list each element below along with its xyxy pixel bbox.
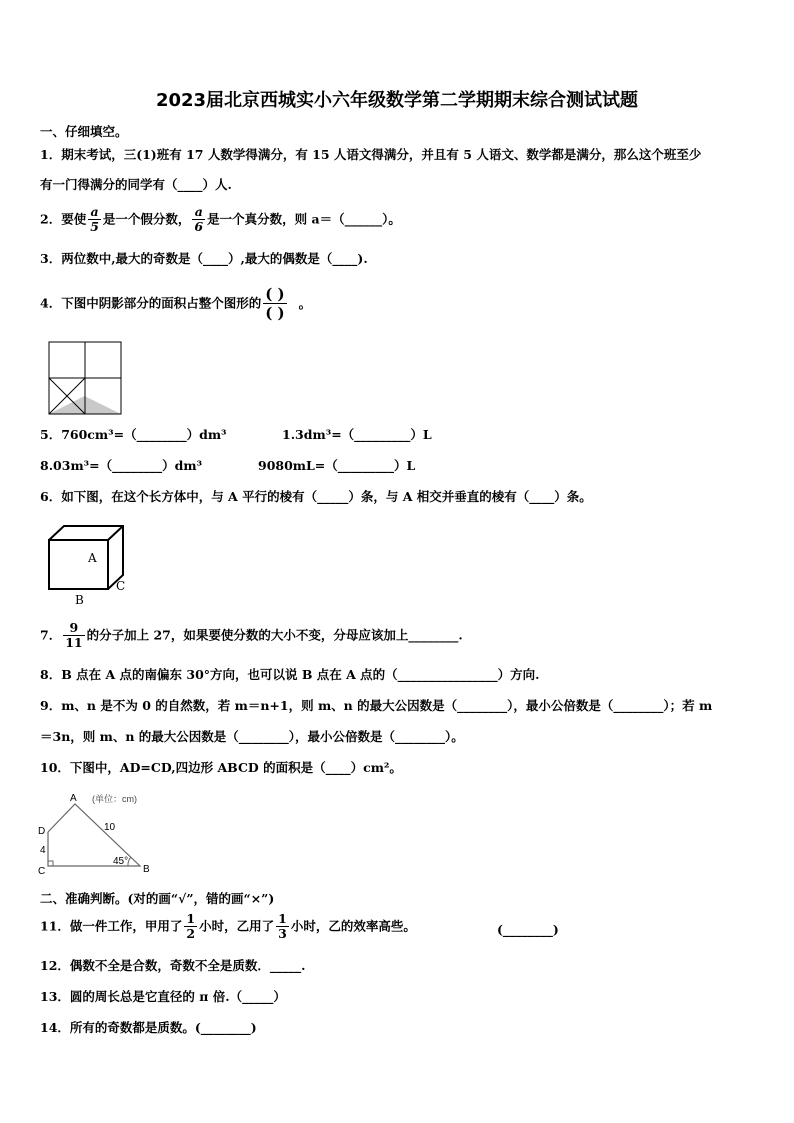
question-3: 3．两位数中,最大的奇数是（____）,最大的偶数是（____). [40, 251, 368, 266]
angle-label: 45° [113, 856, 129, 867]
question-13: 13．圆的周长总是它直径的 π 倍.（_____） [40, 989, 286, 1004]
question-5-c: 8.03m³=（________）dm³ [40, 458, 203, 473]
question-1-line-1: 1．期末考试，三(1)班有 17 人数学得满分，有 15 人语文得满分，并且有 5 人语文、数学都是满分，那么这个班至少 [40, 147, 702, 162]
section-2-heading: 二、准确判断。(对的画“√”，错的画“×”) [40, 891, 275, 906]
cuboid-label-a: A [88, 551, 97, 565]
fraction-a-over-5: $\frac{a}{5}$ [90, 204, 99, 234]
quadrilateral-figure [36, 790, 166, 878]
question-1-line-2: 有一门得满分的同学有（____）人. [40, 177, 232, 192]
question-5-b: 1.3dm³=（_________）L [282, 427, 432, 442]
cuboid-label-c: C [116, 579, 126, 593]
cuboid-figure [44, 524, 134, 609]
question-14: 14．所有的奇数都是质数。(________) [40, 1020, 257, 1035]
fraction-a-over-6: $\frac{a}{6}$ [194, 204, 204, 234]
question-6: 6．如下图，在这个长方体中，与 A 平行的棱有（_____）条，与 A 相交并垂直的棱有（____）条。 [40, 489, 592, 504]
question-2-prefix: 2．要使 [40, 211, 87, 227]
quad-label-b: B [143, 864, 150, 875]
quad-label-c: C [38, 866, 46, 877]
question-4-prefix: 4．下图中阴影部分的面积占整个图形的 [40, 295, 262, 311]
question-10: 10．下图中，AD=CD,四边形 ABCD 的面积是（____）cm²。 [40, 760, 402, 775]
question-9-line-2: ＝3n，则 m、n 的最大公因数是（________），最小公倍数是（________）。 [40, 729, 464, 744]
question-9-line-1: 9．m、n 是不为 0 的自然数，若 m＝n+1，则 m、n 的最大公因数是（________），最小公倍数是（________）；若 m [40, 698, 713, 713]
fraction-blank: $\frac{( )}{( )}$ [265, 285, 285, 322]
fraction-1-over-3: $\frac{1}{3}$ [278, 911, 287, 941]
section-1-heading: 一、仔细填空。 [40, 124, 128, 139]
question-7-suffix: 的分子加上 27，如果要使分数的大小不变，分母应该加上________. [86, 627, 463, 643]
question-7-prefix: 7． [40, 627, 62, 643]
question-12: 12．偶数不全是合数，奇数不全是质数．_____. [40, 958, 306, 973]
cuboid-label-b: B [75, 593, 84, 607]
question-8: 8．B 点在 A 点的南偏东 30°方向，也可以说 B 点在 A 点的（________________）方向. [40, 667, 540, 682]
fraction-1-over-2: $\frac{1}{2}$ [186, 911, 196, 941]
question-11-middle: 小时，乙用了 [199, 918, 275, 934]
side-ab-label: 10 [104, 822, 116, 833]
question-11-prefix: 11．做一件工作，甲用了 [40, 918, 183, 934]
question-2 [40, 205, 401, 234]
question-7 [40, 621, 463, 650]
quad-label-d: D [38, 826, 46, 837]
question-2-middle: 是一个假分数， [102, 211, 191, 227]
quad-label-a: A [70, 793, 77, 804]
side-dc-label: 4 [40, 845, 46, 856]
question-4-suffix: 。 [298, 295, 312, 311]
grid-figure [48, 341, 122, 415]
question-11-answer-blank: (________) [497, 922, 559, 937]
question-5-d: 9080mL=（_________）L [258, 458, 416, 473]
question-11-suffix: 小时，乙的效率高些。 [290, 918, 416, 934]
page-title: 2023届北京西城实小六年级数学第二学期期末综合测试试题 [155, 90, 639, 111]
question-4 [40, 285, 311, 322]
question-2-suffix: 是一个真分数，则 a＝（______）。 [207, 211, 401, 227]
question-5-a: 5．760cm³=（________）dm³ [40, 427, 227, 442]
unit-label: (单位：cm) [92, 794, 137, 804]
question-11 [40, 912, 416, 941]
fraction-9-over-11: $\frac{9}{11}$ [65, 620, 83, 650]
